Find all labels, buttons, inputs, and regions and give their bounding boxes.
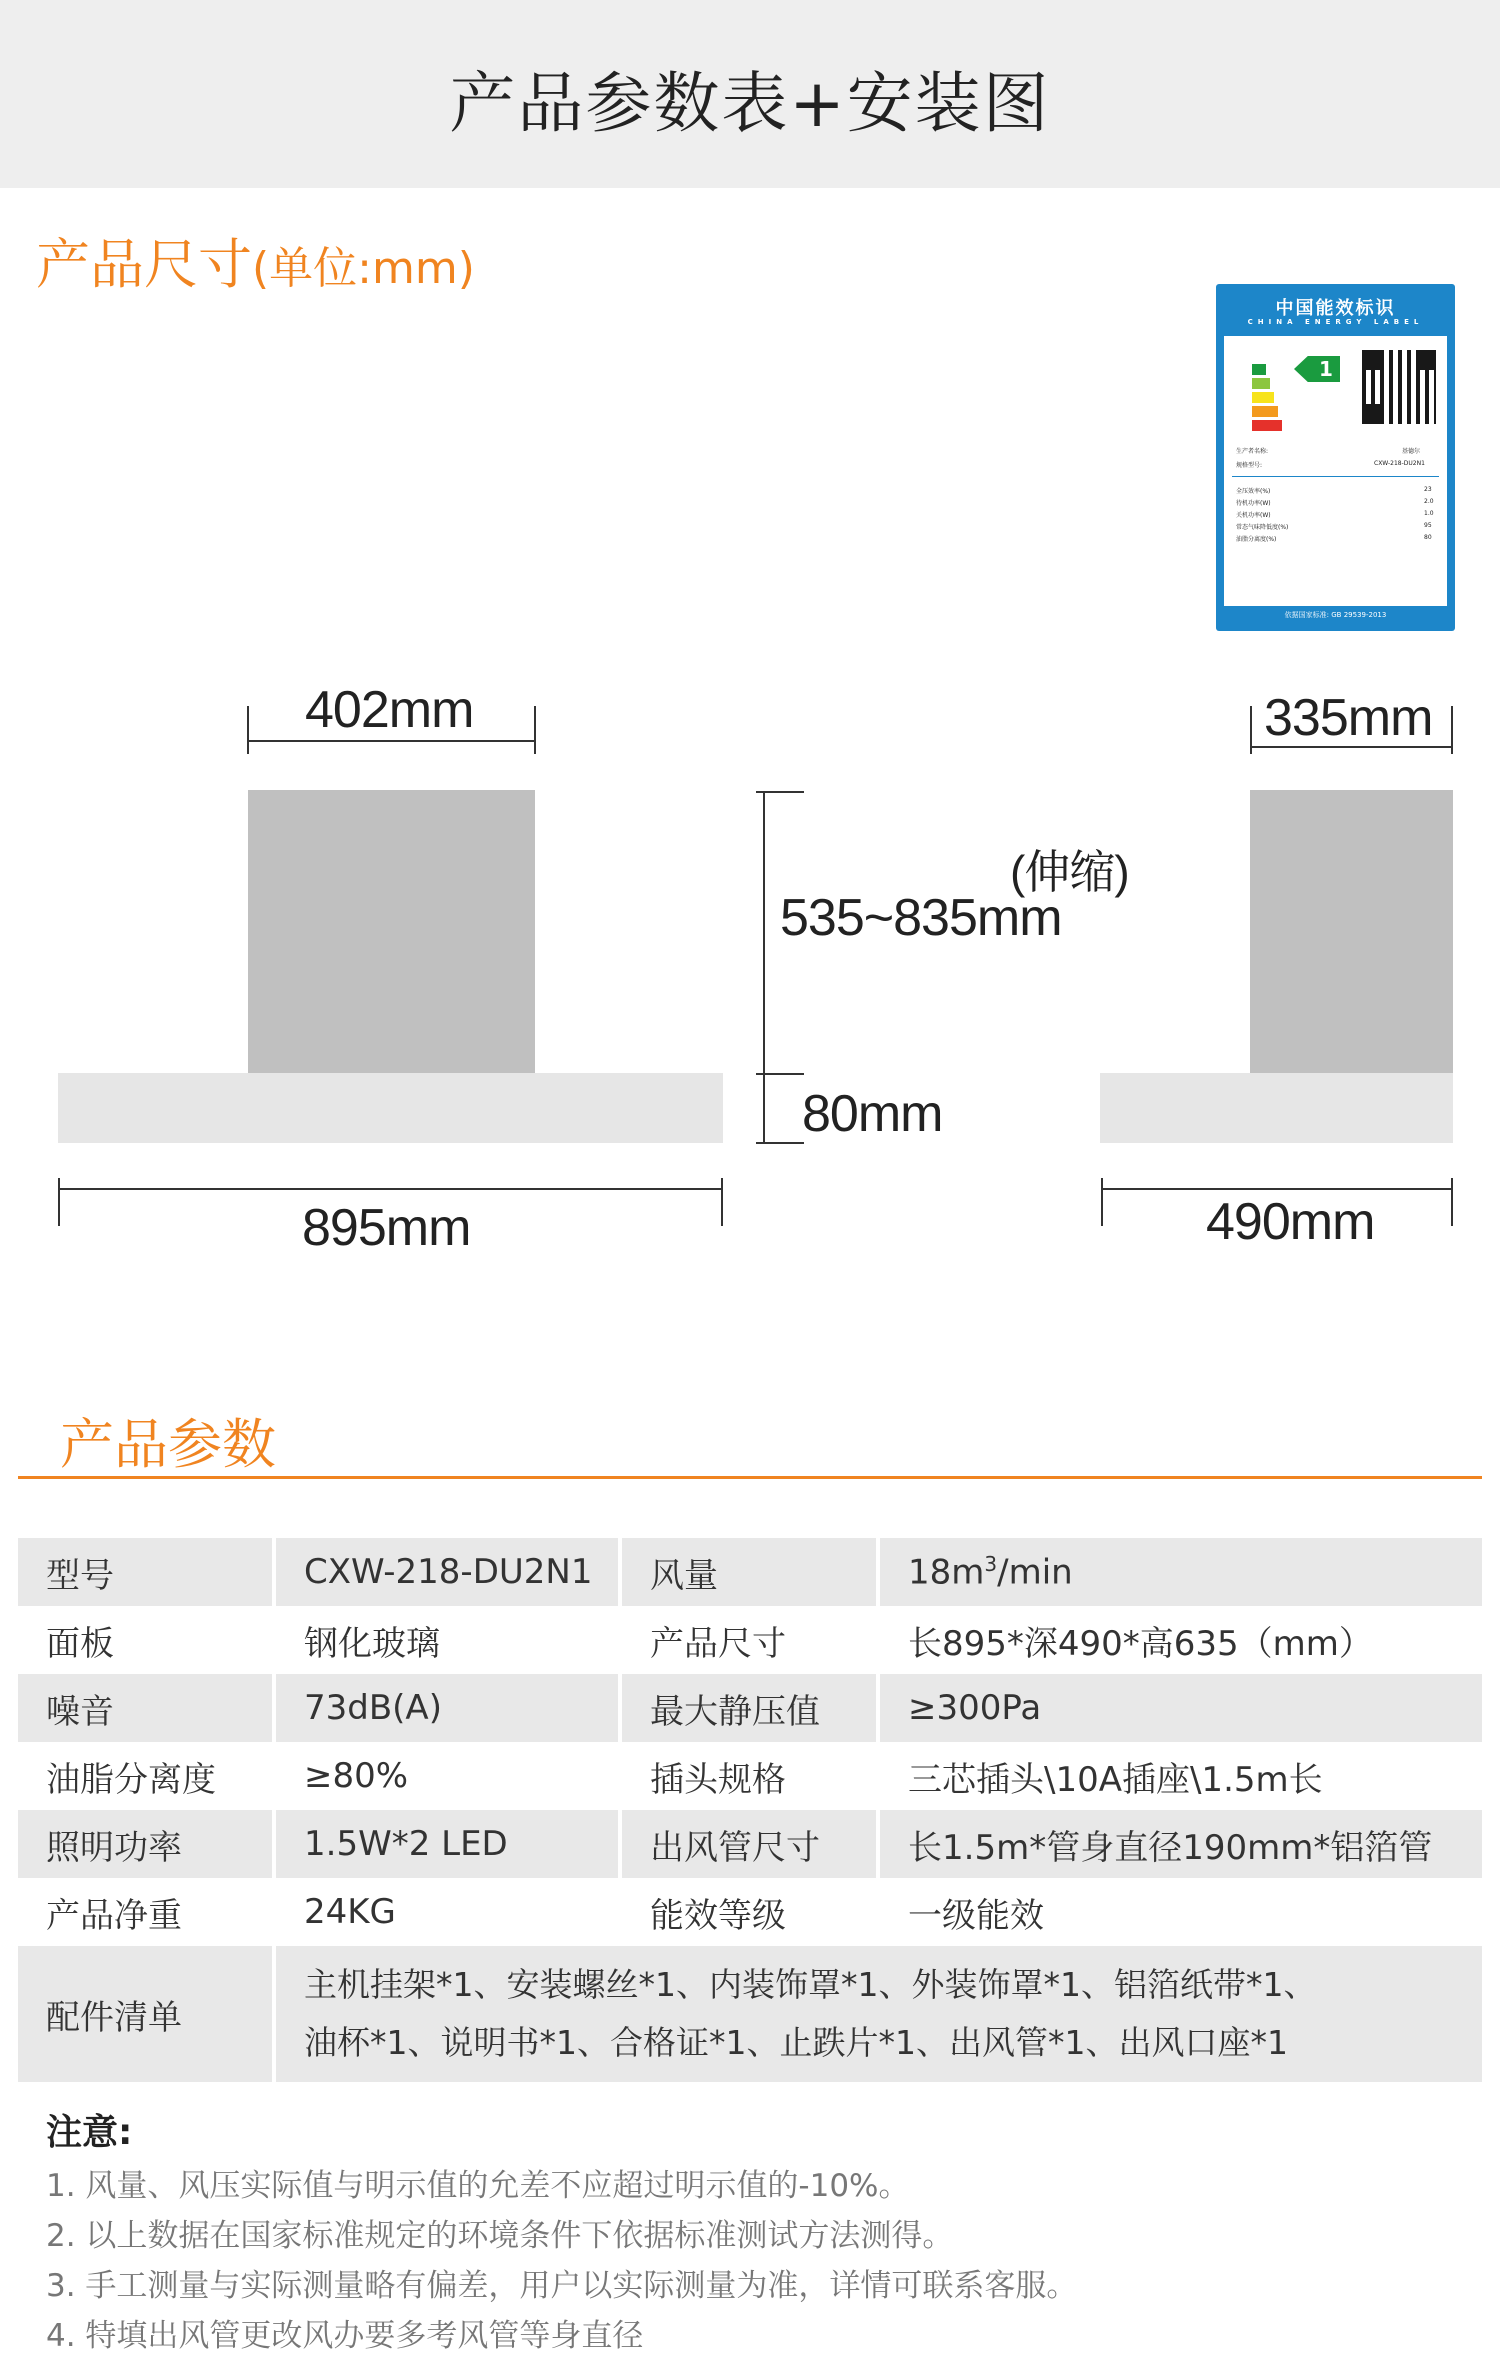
grade-bar [1252, 364, 1266, 375]
param-value: 长1.5m*管身直径190mm*铝箔管 [880, 1810, 1482, 1878]
qr-code-icon [1362, 350, 1436, 424]
param-key: 产品净重 [18, 1878, 276, 1946]
note-item: 1. 风量、风压实际值与明示值的允差不应超过明示值的-10%。 [46, 2168, 910, 2204]
param-value: CXW-218-DU2N1 [276, 1538, 622, 1606]
accessories-line: 油杯*1、说明书*1、合格证*1、止跌片*1、出风管*1、出风口座*1 [304, 2023, 1288, 2062]
dim-line [58, 1188, 723, 1190]
page-title: 产品参数表+安装图 [449, 65, 1051, 142]
dim-line [247, 740, 536, 742]
dim-line [763, 791, 765, 1143]
total-width-label: 895mm [302, 1199, 471, 1257]
energy-label [1216, 284, 1455, 631]
param-key: 插头规格 [622, 1742, 880, 1810]
accessories-key: 配件清单 [18, 1946, 276, 2082]
height-range-label: 535~835mm [780, 889, 1062, 947]
front-view-diagram [0, 0, 1150, 1300]
accessories-value [276, 1946, 1482, 2082]
table-row [18, 1810, 1482, 1878]
dim-tick [58, 1178, 60, 1226]
airflow-exponent: 3 [984, 1551, 998, 1576]
param-value: 一级能效 [908, 1895, 1044, 1936]
side-hood [1100, 1073, 1453, 1143]
param-value: 钢化玻璃 [276, 1606, 622, 1674]
energy-label-footer: 依据国家标准: GB 29539-2013 [1284, 611, 1387, 619]
chimney-width-label: 402mm [305, 681, 474, 739]
dim-tick [721, 1178, 723, 1226]
front-hood [58, 1073, 723, 1143]
dimensions-title: 产品尺寸 [36, 233, 252, 296]
grade-bar [1252, 392, 1274, 403]
param-value: ≥80% [276, 1742, 622, 1810]
energy-label-title: 中国能效标识 [1275, 298, 1396, 319]
dim-tick [756, 1142, 804, 1144]
param-key: 油脂分离度 [18, 1742, 276, 1810]
dim-line [1101, 1188, 1453, 1190]
param-key: 风量 [622, 1538, 880, 1606]
param-key: 照明功率 [18, 1810, 276, 1878]
param-key: 出风管尺寸 [622, 1810, 880, 1878]
note-item: 2. 以上数据在国家标准规定的环境条件下依据标准测试方法测得。 [46, 2218, 954, 2254]
param-key: 型号 [18, 1538, 276, 1606]
dim-tick [534, 706, 536, 754]
front-chimney [248, 790, 535, 1073]
dimensions-unit-note: (单位:mm) [252, 243, 475, 294]
grade-bar [1252, 378, 1270, 389]
params-divider [18, 1476, 1482, 1479]
airflow-value: 18m [908, 1552, 985, 1593]
param-key: 最大静压值 [622, 1674, 880, 1742]
divider [1232, 476, 1439, 477]
param-value: 24KG [276, 1878, 622, 1946]
note-item: 4. 特填出风管更改风办要多考风管等身直径 [46, 2318, 644, 2354]
dim-tick [1451, 1178, 1453, 1226]
energy-label-brand: 基德尔 [1402, 448, 1421, 455]
table-row [18, 1674, 1482, 1742]
param-value [880, 1538, 1482, 1606]
param-key: 面板 [18, 1606, 276, 1674]
dim-tick [247, 706, 249, 754]
param-key: 噪音 [18, 1674, 276, 1742]
notes-title: 注意: [46, 2112, 133, 2153]
param-value: 长895*深490*高635（mm） [908, 1623, 1373, 1664]
params-table [18, 1538, 1482, 2082]
airflow-unit: /min [997, 1552, 1073, 1593]
dim-tick [1101, 1178, 1103, 1226]
param-value: 三芯插头\10A插座\1.5m长 [908, 1759, 1323, 1800]
side-chimney [1250, 790, 1453, 1073]
accessories-line: 主机挂架*1、安装螺丝*1、内装饰罩*1、外装饰罩*1、铝箔纸带*1、 [304, 1965, 1317, 2004]
table-row [18, 1606, 1482, 1674]
param-value: ≥300Pa [880, 1674, 1482, 1742]
param-value: 73dB(A) [276, 1674, 622, 1742]
param-key: 能效等级 [622, 1878, 880, 1946]
table-row [18, 1878, 1482, 1946]
side-view-diagram [1090, 680, 1500, 1251]
note-item: 3. 手工测量与实际测量略有偏差，用户以实际测量为准，详情可联系客服。 [46, 2268, 1078, 2304]
telescopic-note: (伸缩) [1010, 846, 1129, 898]
dim-tick [756, 1073, 804, 1075]
table-row [18, 1946, 1482, 2082]
table-row [18, 1538, 1482, 1606]
grade-bar [1252, 406, 1278, 417]
dim-tick [756, 791, 804, 793]
energy-label-panel: 1 生产者名称: 基德尔 规格型号: CXW-218-DU2N1 全压效率(%) 待机功率(W) 关机功率(W) 常态气味降低度(%) 油脂分离度(%) 23 2.0 1.0 95 80 [1224, 336, 1447, 606]
energy-label-subtitle: CHINA ENERGY LABEL [1247, 318, 1424, 326]
param-key: 产品尺寸 [622, 1606, 880, 1674]
chimney-depth-label: 335mm [1264, 689, 1433, 747]
grade-bar [1252, 420, 1282, 431]
total-depth-label: 490mm [1206, 1193, 1375, 1251]
energy-label-model: CXW-218-DU2N1 [1374, 460, 1425, 467]
params-heading: 产品参数 [60, 1413, 276, 1476]
grade-value: 1 [1319, 357, 1333, 381]
table-row [18, 1742, 1482, 1810]
hood-height-label: 80mm [802, 1085, 943, 1143]
param-value: 1.5W*2 LED [276, 1810, 622, 1878]
